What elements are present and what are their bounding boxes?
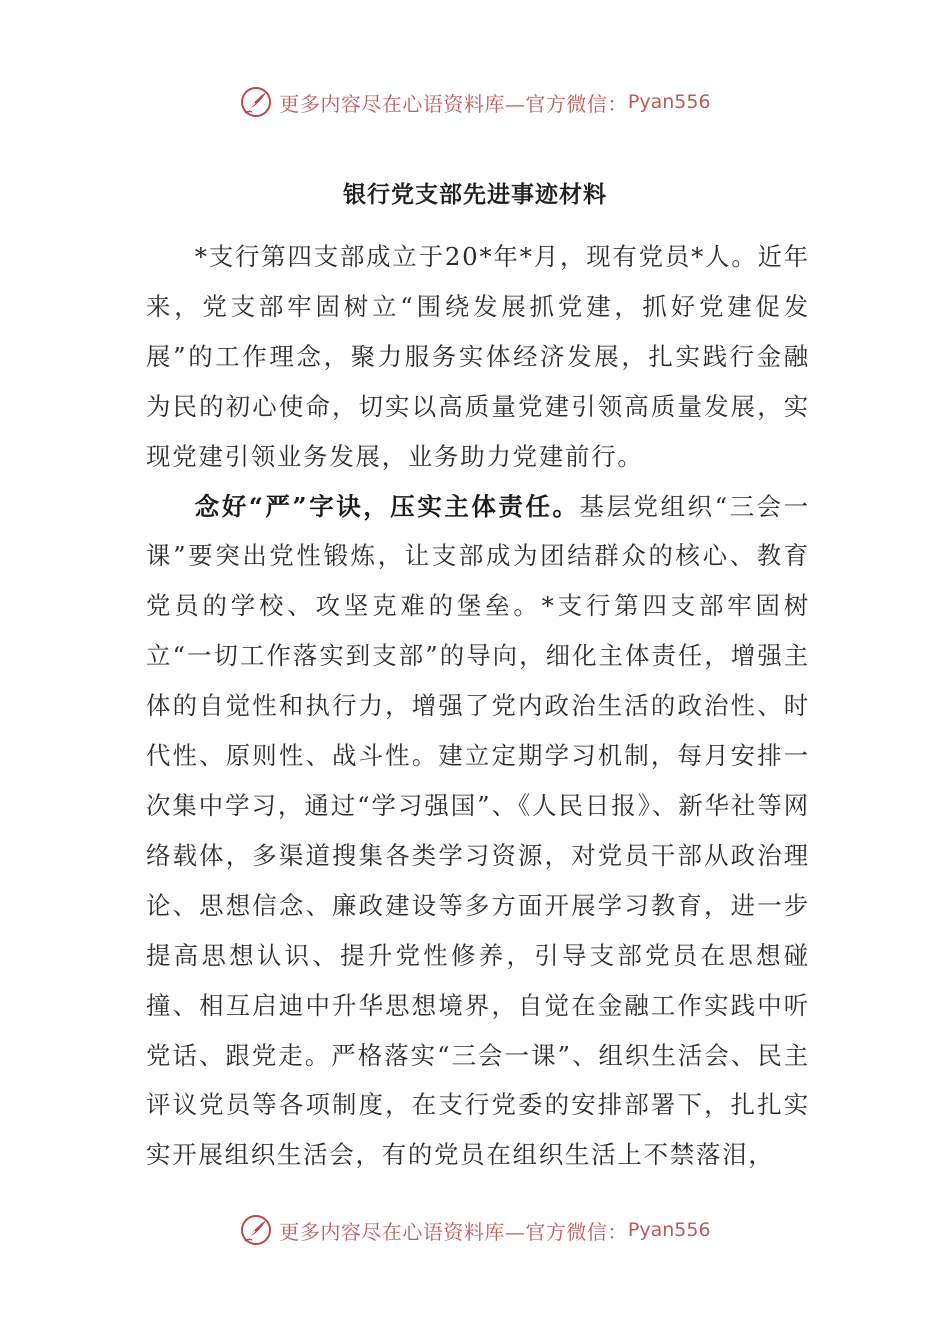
header-banner [0, 80, 950, 124]
paragraph-section-1 [146, 482, 810, 1181]
banner-text: 更多内容尽在心语资料库—官方微信： [279, 1219, 628, 1244]
document-body [146, 232, 810, 1180]
paragraph-text: *支行第四支部成立于20*年*月，现有党员*人。近年来，党支部牢固树立“围绕发展抓党建，抓好党建促发展”的工作理念，聚力服务实体经济发展，扎实践行金融为民的初心使命，切实以高质量党建引领高质量发展，实现党建引领业务发展，业务助力党建前行。 [146, 242, 810, 471]
banner-wechat-id: Pyan556 [627, 91, 711, 113]
section-heading: 念好“严”字诀，压实主体责任。 [194, 491, 580, 521]
paragraph-intro [146, 232, 810, 482]
paragraph-text: 基层党组织“三会一课”要突出党性锻炼，让支部成为团结群众的核心、教育党员的学校、攻坚克难的堡垒。*支行第四支部牢固树立“一切工作落实到支部”的导向，细化主体责任，增强主体的自觉性和执行力，增强了党内政治生活的政治性、时代性、原则性、战斗性。建立定期学习机制，每月安排一次集中学习，通过“学习强国”、《人民日报》、新华社等网络载体，多渠道搜集各类学习资源，对党员干部从政治理论、思想信念、廉政建设等多方面开展学习教育，进一步提高思想认识、提升党性修养，引导支部党员在思想碰撞、相互启迪中升华思想境界，自觉在金融工作实践中听党话、跟党走。严格落实“三会一课”、组织生活会、民主评议党员等各项制度，在支行党委的安排部署下，扎扎实实开展组织生活会，有的党员在组织生活上不禁落泪， [146, 491, 810, 1170]
banner-wechat-id: Pyan556 [627, 1219, 711, 1241]
footer-banner [0, 1208, 950, 1252]
document-title: 银行党支部先进事迹材料 [343, 181, 607, 208]
banner-text: 更多内容尽在心语资料库—官方微信： [279, 91, 628, 116]
quill-logo-icon [239, 85, 273, 119]
quill-logo-icon [239, 1213, 273, 1247]
